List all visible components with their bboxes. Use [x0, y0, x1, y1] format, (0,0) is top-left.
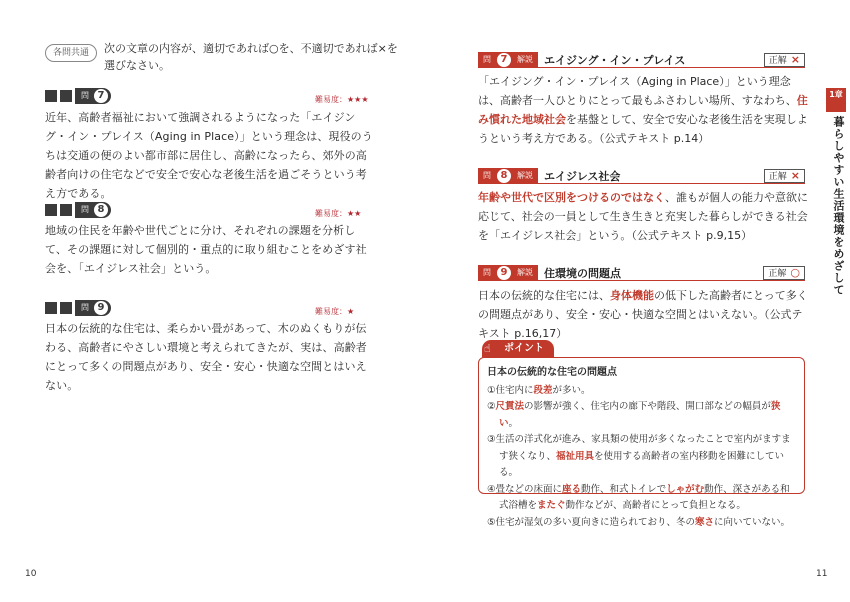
point-item: ②尺貫法の影響が強く、住宅内の廊下や階段、開口部などの幅員が狭い。 [487, 401, 781, 429]
point-item: ④畳などの床面に座る動作、和式トイレでしゃがむ動作、深さがある和式浴槽をまたぐ動作などが、高齢者にとって負担となる。 [487, 483, 790, 511]
question-header-8 [45, 202, 111, 218]
circle-mark-icon: ○ [790, 266, 800, 279]
checkbox-square-icon[interactable] [60, 302, 72, 314]
correct-answer-box: 正解 × [764, 53, 805, 67]
correct-answer-box: 正解 ○ [763, 266, 805, 280]
chapter-title: 暮らしやすい生活環境をめざして [832, 116, 845, 296]
point-box [478, 357, 805, 528]
question-text-8: 地域の住民を年齢や世代ごとに分け、それぞれの課題を分析して、その課題に対して個別的・重点的に取り組むことをめざす社会を、「エイジレス社会」という。 [45, 224, 367, 275]
difficulty-rating: 難易度：★★★ [315, 95, 369, 104]
instruction-text: 次の文章の内容が、適切であれば○を、不適切であれば×を選びなさい。 [104, 42, 398, 72]
page-number-right: 11 [816, 569, 828, 579]
difficulty-rating: 難易度：★★ [315, 209, 362, 218]
answer-tag: 問 9 解説 [478, 265, 538, 281]
difficulty-rating: 難易度：★ [315, 307, 355, 316]
answer-header-7 [478, 52, 805, 68]
point-title: 日本の伝統的な住宅の問題点 [487, 367, 617, 378]
answer-tag: 問 7 解説 [478, 52, 538, 68]
cross-mark-icon: × [790, 53, 800, 66]
correct-answer-box: 正解 × [764, 169, 805, 183]
answer-header-8 [478, 168, 805, 184]
checkbox-square-icon[interactable] [45, 90, 57, 102]
answer-text-7: 「エイジング・イン・プレイス（Aging in Place）」という理念は、高齢者一人ひとりにとって最もふさわしい場所、すなわち、住み慣れた地域社会を基盤として、安全で安心な老後生活を実現しようという考え方である。（公式テキスト p.14） [478, 75, 808, 145]
point-item: ①住宅内に段差が多い。 [487, 384, 591, 396]
point-tab: ポイント [482, 340, 554, 358]
answer-text-9: 日本の伝統的な住宅には、身体機能の低下した高齢者にとって多くの問題点があり、安全・安心・快適な空間とはいえない。（公式テキスト p.16,17） [478, 289, 808, 340]
checkbox-square-icon[interactable] [45, 204, 57, 216]
checkbox-square-icon[interactable] [45, 302, 57, 314]
answer-text-8: 年齢や世代で区別をつけるのではなく、誰もが個人の能力や意欲に応じて、社会の一員として生き生きと充実した暮らしができる社会を「エイジレス社会」という。（公式テキスト p.9,15） [478, 191, 808, 242]
point-item: ⑤住宅が湿気の多い夏向きに造られており、冬の寒さに向いていない。 [487, 516, 791, 528]
answer-title: 住環境の問題点 [544, 266, 621, 280]
question-text-7: 近年、高齢者福祉において強調されるようになった「エイジング・イン・プレイス（Aging in Place）」という理念は、現役のうちは交通の便のよい都市部に居住し、高齢になったら、郊外の高齢者向けの住宅などで安全で安心な老後生活を過ごそうという考え方である。 [45, 111, 373, 200]
answer-header-9 [478, 265, 805, 281]
question-label: 問 7 [75, 88, 111, 104]
question-label: 問 9 [75, 300, 111, 316]
page-number-left: 10 [25, 569, 37, 579]
question-text-9: 日本の伝統的な住宅は、柔らかい畳があって、木のぬくもりが伝わる、高齢者にやさしい環境と考えられてきたが、実は、高齢者にとって多くの問題点があり、安全・安心・快適な空間とはいえない。 [45, 322, 367, 392]
chapter-tab[interactable]: 1章 [826, 88, 846, 112]
cross-mark-icon: × [790, 169, 800, 182]
checkbox-square-icon[interactable] [60, 90, 72, 102]
question-header-7 [45, 88, 111, 104]
question-header-9 [45, 300, 111, 316]
checkbox-square-icon[interactable] [60, 204, 72, 216]
question-label: 問 8 [75, 202, 111, 218]
pointing-hand-icon: ☝ [484, 342, 491, 355]
answer-tag: 問 8 解説 [478, 168, 538, 184]
instruction-badge: 各問共通 [45, 44, 97, 62]
answer-title: エイジング・イン・プレイス [544, 53, 686, 67]
point-item: ③生活の洋式化が進み、家具類の使用が多くなったことで室内がますます狭くなり、福祉用具を使用する高齢者の室内移動を困難にしている。 [487, 434, 791, 478]
answer-title: エイジレス社会 [544, 169, 621, 183]
